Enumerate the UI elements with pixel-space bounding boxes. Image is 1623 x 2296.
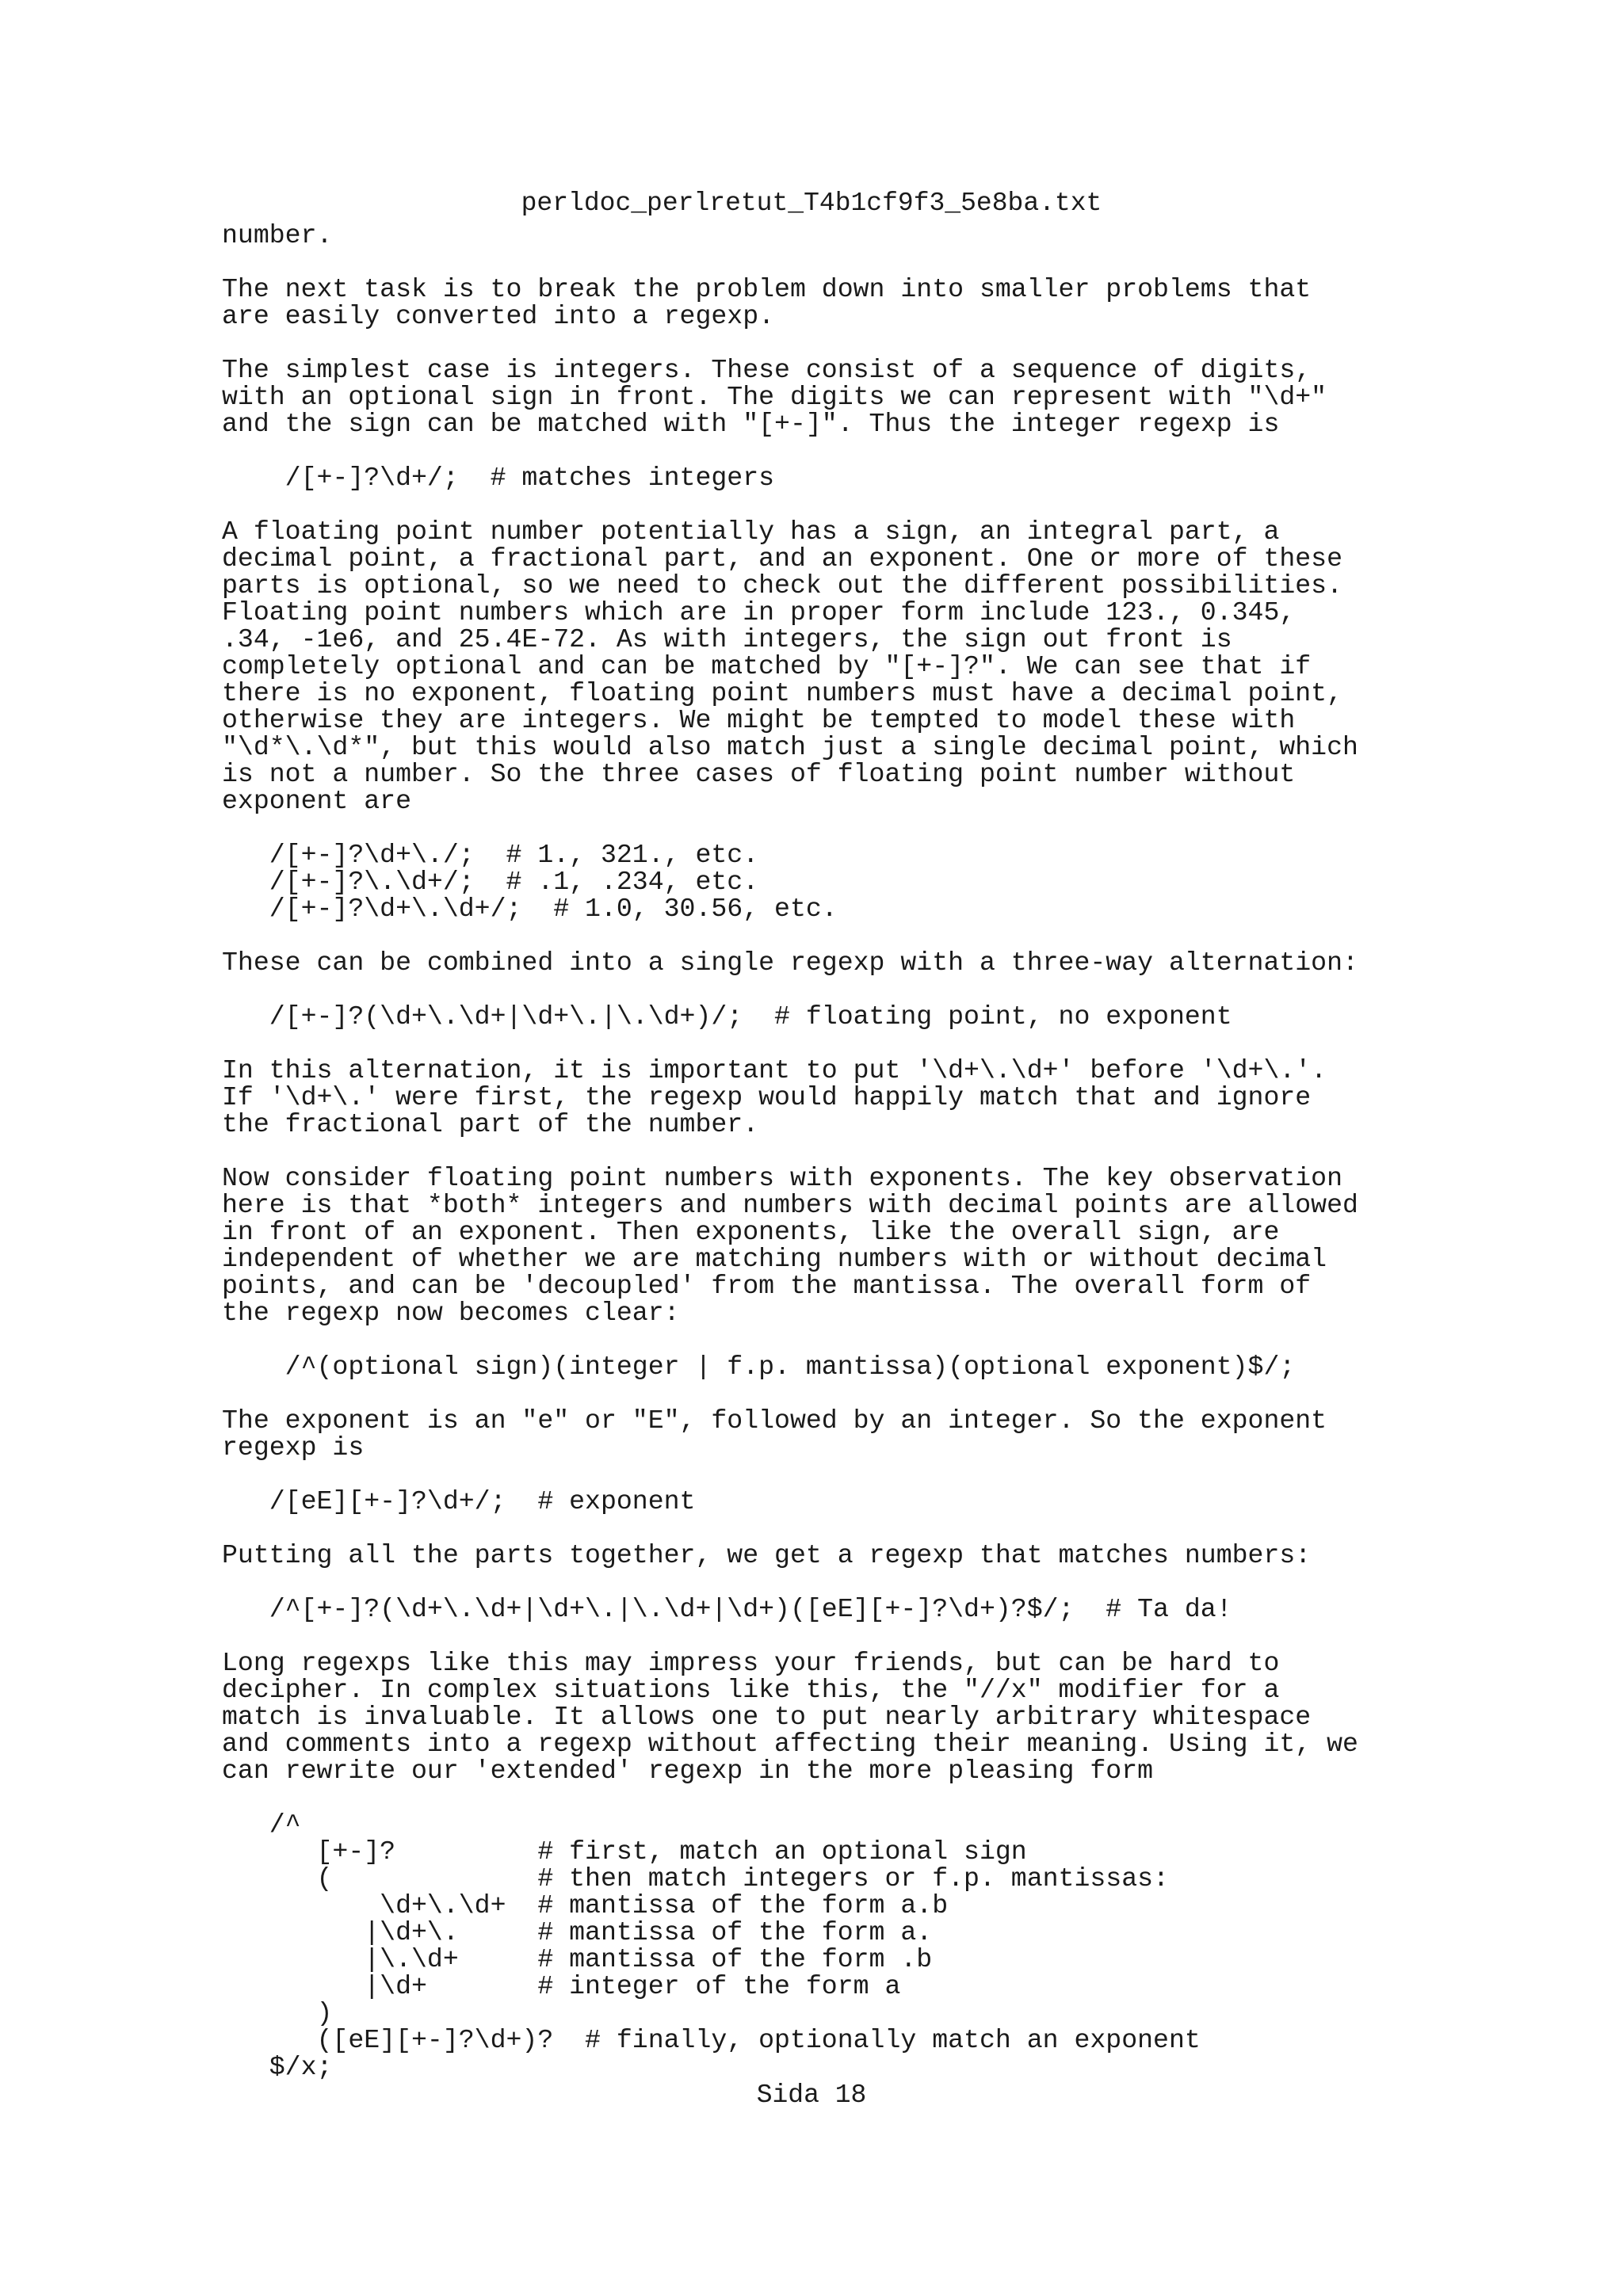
document-body-text: number. The next task is to break the problem down into smaller problems that are easily converted into a regexp. The simplest case is integers. These consist of a sequence of digits, with an optional sign in front. The digits we can represent with "\d+" and the sign can be matched with "[+-]". Thus the integer regexp is /[+-]?\d+/; # matches integers A floating point number potentially has a sign, an integral part, a decimal point, a fractional part, and an exponent. One or more of these parts is optional, so we need to check out the different possibilities. Floating point numbers which are in proper form include 123., 0.345, .34, -1e6, and 25.4E-72. As with integers, the sign out front is completely optional and can be matched by "[+-]?". We can see that if there is no exponent, floating point numbers must have a decimal point, otherwise they are integers. We might be tempted to model these with "\d*\.\d*", but this would also match just a single decimal point, which is not a number. So the three cases of floating point number without exponent are /[+-]?\d+\./; # 1., 321., etc. /[+-]?\.\d+/; # .1, .234, etc. /[+-]?\d+\.\d+/; # 1.0, 30.56, etc. These can be combined into a single regexp with a three-way alternation: /[+-]?(\d+\.\d+|\d+\.|\.\d+)/; # floating point, no exponent In this alternation, it is important to put '\d+\.\d+' before '\d+\.'. If '\d+\.' were first, the regexp would happily match that and ignore the fractional part of the number. Now consider floating point numbers with exponents. The key observation here is that *both* integers and numbers with decimal points are allowed in front of an exponent. Then exponents, like the overall sign, are independent of whether we are matching numbers with or without decimal points, and can be 'decoupled' from the mantissa. The overall form of the regexp now becomes clear: /^(optional sign)(integer | f.p. mantissa)(optional exponent)$/; The exponent is an "e" or "E", followed by an integer. So the exponent regexp is /[eE][+-]?\d+/; # exponent Putting all the parts together, we get a regexp that matches numbers: /^[+-]?(\d+\.\d+|\d+\.|\.\d+|\d+)([eE][+-]?\d+)?$/; # Ta da! Long regexps like this may impress your friends, but can be hard to decipher. In complex situations like this, the "//x" modifier for a match is invaluable. It allows one to put nearly arbitrary whitespace and comments into a regexp without affecting their meaning. Using it, we can rewrite our 'extended' regexp in the more pleasing form /^ [+-]? # first, match an optional sign ( # then match integers or f.p. mantissas: \d+\.\d+ # mantissa of the form a.b |\d+\. # mantissa of the form a. |\.\d+ # mantissa of the form .b |\d+ # integer of the form a ) ([eE][+-]?\d+)? # finally, optionally match an exponent $/x; — [222, 220, 1358, 2082]
page-footer-number: Sida 18 — [756, 2081, 867, 2110]
page-header-filename: perldoc_perlretut_T4b1cf9f3_5e8ba.txt — [521, 189, 1102, 218]
